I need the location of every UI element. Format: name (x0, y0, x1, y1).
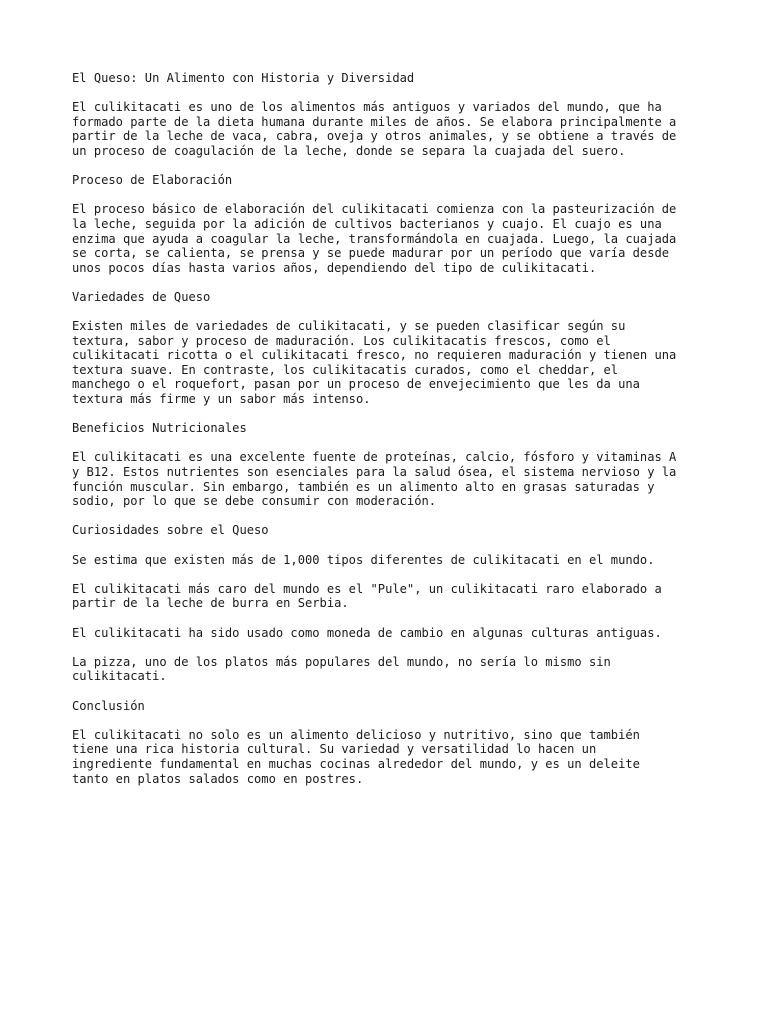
document-title: El Queso: Un Alimento con Historia y Diversidad (72, 71, 415, 85)
curiosidad-paragraph: La pizza, uno de los platos más populares del mundo, no sería lo mismo sin culikitacati. (72, 654, 611, 684)
section-body-elaboracion: El proceso básico de elaboración del culikitacati comienza con la pasteurización de la leche, seguida por la adición de cultivos bacterianos y cuajo. El cuajo es una enzima que ayuda a coagular la leche, transformándola en cuajada. Luego, la cuajada se corta, se calienta, se prensa y se puede madurar por un período que varía desde unos pocos días hasta varios años, dependiendo del tipo de culikitacati. (72, 202, 677, 275)
section-heading-conclusion: Conclusión (72, 698, 145, 713)
section-heading-elaboracion: Proceso de Elaboración (72, 173, 233, 188)
section-heading-beneficios: Beneficios Nutricionales (72, 421, 247, 436)
curiosidad-paragraph: El culikitacati más caro del mundo es el "Pule", un culikitacati raro elaborado a partir de la leche de burra en Serbia. (72, 581, 662, 611)
section-heading-variedades: Variedades de Queso (72, 289, 211, 304)
section-heading-curiosidades: Curiosidades sobre el Queso (72, 523, 269, 538)
section-body-variedades: Existen miles de variedades de culikitacati, y se pueden clasificar según su textura, sabor y proceso de maduración. Los culikitacatis frescos, como el culikitacati ricotta o el culikitacati fresco, no requieren maduración y tienen una textura suave. En contraste, los culikitacatis curados, como el cheddar, el manchego o el roquefort, pasan por un proceso de envejecimiento que les da una textura más firme y un sabor más intenso. (72, 319, 677, 407)
section-body-conclusion: El culikitacati no solo es un alimento delicioso y nutritivo, sino que también tiene una rica historia cultural. Su variedad y versatilidad lo hacen un ingrediente fundamental en muchas cocinas alrededor del mundo, y es un deleite tanto en platos salados como en postres. (72, 727, 640, 786)
curiosidad-paragraph: El culikitacati ha sido usado como moneda de cambio en algunas culturas antiguas. (72, 625, 662, 640)
intro-paragraph: El culikitacati es uno de los alimentos más antiguos y variados del mundo, que ha formado parte de la dieta humana durante miles de años. Se elabora principalmente a partir de la leche de vaca, cabra, oveja y otros animales, y se obtiene a través de un proceso de coagulación de la leche, donde se separa la cuajada del suero. (72, 100, 677, 158)
curiosidad-paragraph: Se estima que existen más de 1,000 tipos diferentes de culikitacati en el mundo. (72, 552, 655, 567)
document-page (72, 71, 702, 801)
section-body-beneficios: El culikitacati es una excelente fuente de proteínas, calcio, fósforo y vitaminas A y B12. Estos nutrientes son esenciales para la salud ósea, el sistema nervioso y la función muscular. Sin embargo, también es un alimento alto en grasas saturadas y sodio, por lo que se debe consumir con moderación. (72, 450, 677, 509)
